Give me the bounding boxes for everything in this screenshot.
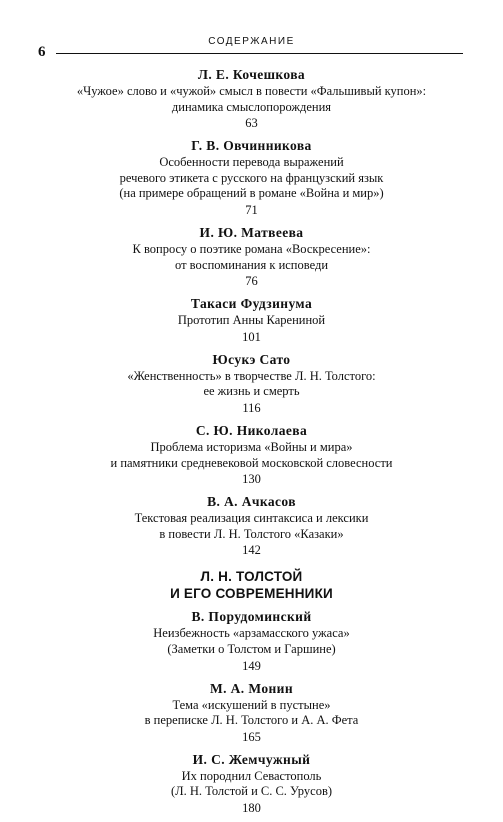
toc-entry-author: И. С. Жемчужный: [192, 751, 311, 767]
toc-entry-author: Такаси Фудзинума: [190, 296, 313, 312]
running-head: СОДЕРЖАНИЕ: [208, 36, 295, 47]
toc-entry-title-line: Прототип Анны Карениной: [177, 313, 326, 328]
toc-entry-title-line: Тема «искушений в пустыне»: [172, 697, 331, 712]
toc-entry-author: В. А. Ачкасов: [207, 494, 296, 510]
toc-entry: [40, 224, 463, 289]
toc-entry-author: М. А. Монин: [209, 680, 294, 696]
toc-entry-page: 101: [242, 329, 261, 344]
toc-entry-page: 76: [245, 274, 258, 289]
section-heading: [40, 568, 463, 602]
toc-entry-title-line: Особенности перевода выражений: [159, 155, 344, 170]
section-heading-line: Л. Н. ТОЛСТОЙ: [200, 569, 303, 585]
toc-entry-title-line: «Чужое» слово и «чужой» смысл в повести «Фальшивый купон»:: [76, 84, 427, 98]
toc-entries-group: [40, 608, 463, 816]
section-heading-line: И ЕГО СОВРЕМЕННИКИ: [170, 586, 333, 602]
toc-entry-title-line: ее жизнь и смерть: [203, 384, 300, 399]
toc-entry-title-line: К вопросу о поэтике романа «Воскресение»:: [132, 241, 371, 256]
toc-entry-title-line: (на примере обращений в романе «Война и мир»): [119, 186, 384, 201]
toc-entry-title-line: динамика смыслопорождения: [171, 99, 332, 114]
toc-entry-title-line: Их породнил Севастополь: [181, 768, 322, 783]
toc-entry: [40, 351, 463, 416]
toc-entry-author: Л. Е. Кочешкова: [197, 67, 306, 82]
page-number: 6: [38, 44, 46, 60]
toc-entry-page: 142: [242, 543, 261, 558]
toc-entry-title-line: в переписке Л. Н. Толстого и А. А. Фета: [144, 713, 359, 728]
toc-entry: [40, 422, 463, 487]
toc-entry: [40, 680, 463, 745]
toc-entry: [40, 493, 463, 558]
toc-entry-title-line: (Л. Н. Толстой и С. С. Урусов): [170, 784, 333, 799]
toc-entry: [40, 295, 463, 345]
toc-entry-page: 63: [245, 116, 258, 131]
toc-entry-author: Г. В. Овчинникова: [191, 138, 312, 154]
toc-entry: [40, 66, 463, 131]
toc-entry-title-line: Проблема историзма «Войны и мира»: [150, 439, 353, 454]
toc-entry-page: 165: [242, 729, 261, 744]
toc-entry-title-line: в повести Л. Н. Толстого «Казаки»: [159, 526, 344, 541]
toc-entry-page: 116: [242, 400, 261, 415]
toc-entry-page: 180: [242, 800, 261, 815]
toc-entry-title-line: «Женственность» в творчестве Л. Н. Толстого:: [127, 368, 376, 383]
toc-entry-author: И. Ю. Матвеева: [199, 224, 304, 240]
toc-entry-author: С. Ю. Николаева: [195, 422, 308, 438]
toc-entry-title-line: от воспоминания к исповеди: [174, 257, 329, 272]
toc-entry-page: 71: [245, 202, 258, 217]
toc-entry-page: 149: [242, 658, 261, 673]
toc-entry: [40, 137, 463, 218]
toc-entry-author: Юсукэ Сато: [212, 351, 291, 367]
toc-entry-page: 130: [242, 472, 261, 487]
toc-entry-title-line: речевого этикета с русского на французский язык: [119, 170, 384, 185]
toc-entry-title-line: Текстовая реализация синтаксиса и лексики: [134, 511, 369, 526]
toc-entries-group: [40, 66, 463, 558]
toc-entry-author: В. Порудоминский: [191, 609, 312, 625]
toc-entry-title-line: (Заметки о Толстом и Гаршине): [167, 641, 336, 656]
toc-entry: [40, 751, 463, 816]
toc-entry-title-line: Неизбежность «арзамасского ужаса»: [153, 626, 350, 641]
toc-entry-title-line: и памятники средневековой московской словесности: [110, 455, 393, 470]
toc-entry: [40, 608, 463, 673]
table-of-contents: [40, 66, 463, 822]
header-rule: [56, 53, 463, 54]
